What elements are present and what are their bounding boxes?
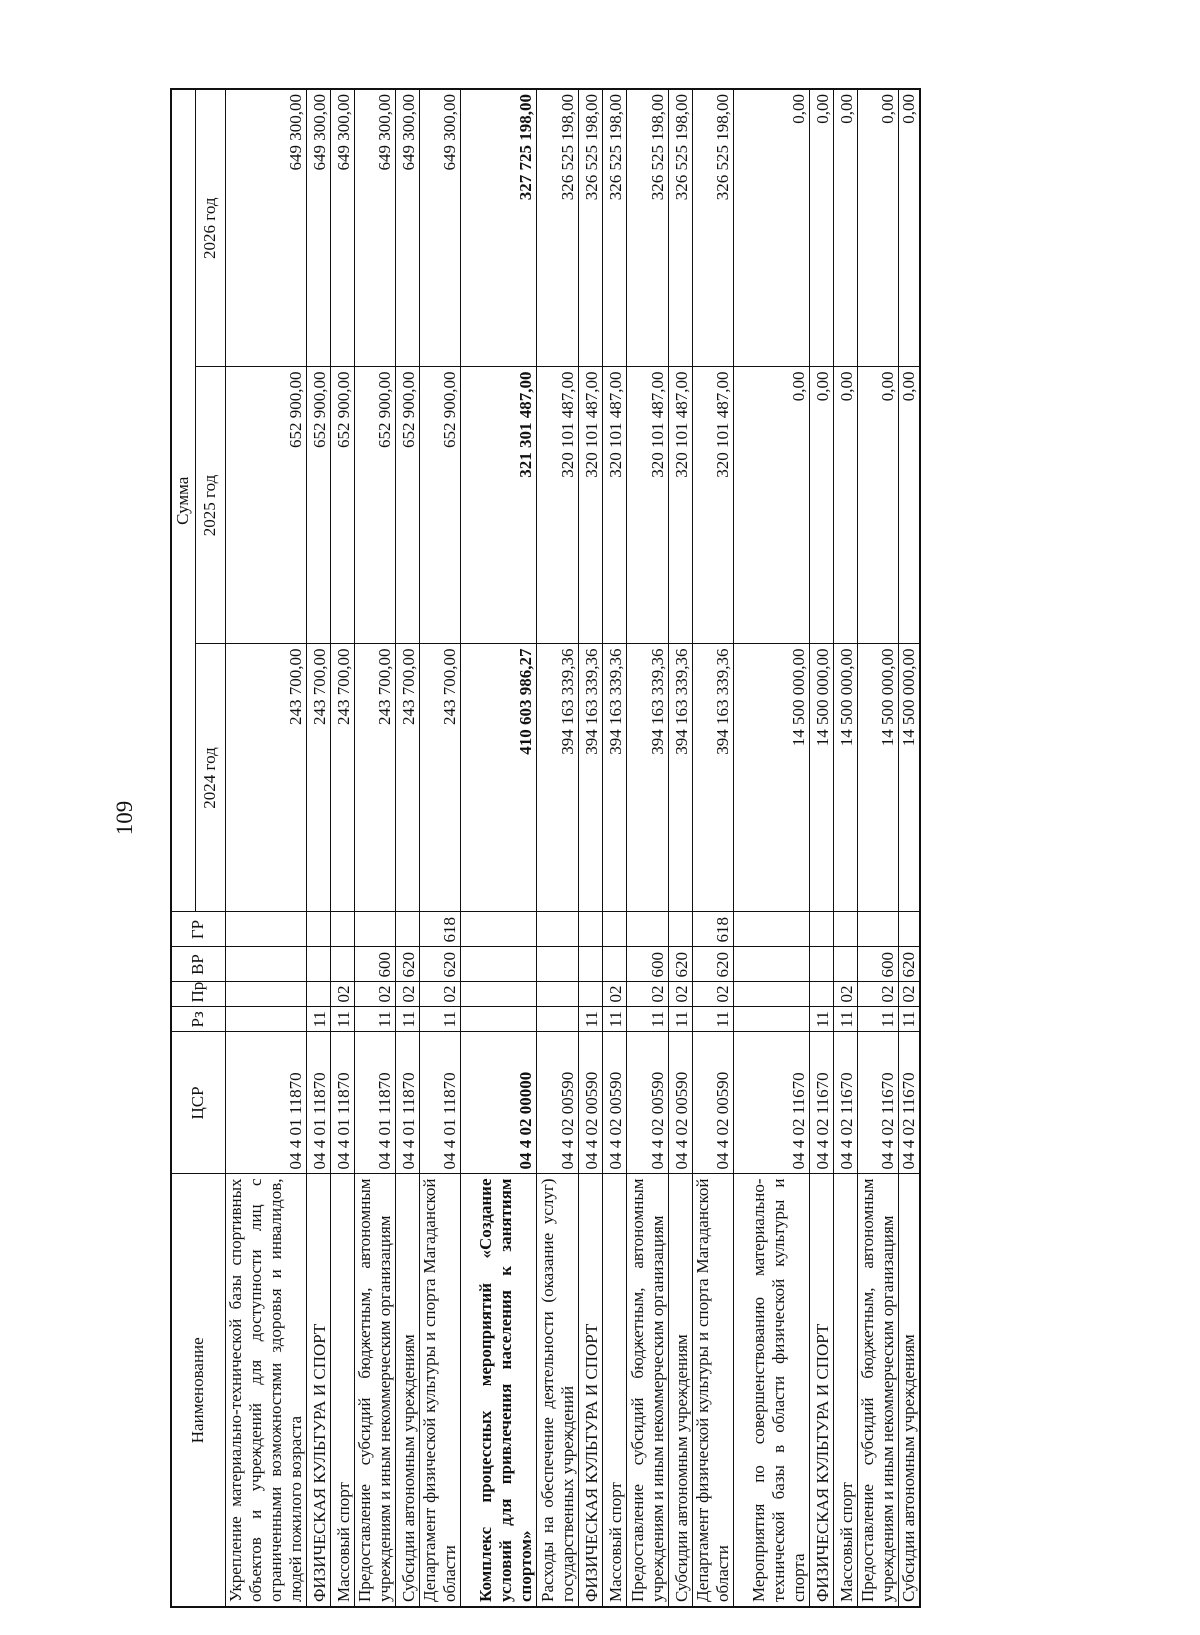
table-row (692, 89, 733, 1607)
amount-2026-cell: 0,00 (898, 89, 920, 367)
amount-2025-cell: 0,00 (733, 367, 809, 644)
header-gr: ГР (171, 912, 225, 947)
csr-cell: 04 4 02 00590 (692, 1032, 733, 1174)
amount-2026-cell: 326 525 198,00 (578, 89, 602, 367)
name-cell: Предоставление субсидий бюджетным, автономным учреждениям и иным некоммерческим организациям (857, 1174, 898, 1607)
table-row (578, 89, 602, 1607)
page-number: 109 (112, 800, 137, 836)
gr-cell (354, 912, 395, 947)
vr-cell: 620 (898, 947, 920, 982)
amount-2024-cell: 243 700,00 (419, 644, 460, 912)
amount-2025-cell: 0,00 (857, 367, 898, 644)
amount-2026-cell: 327 725 198,00 (460, 89, 536, 367)
csr-cell: 04 4 01 11870 (225, 1032, 306, 1174)
rz-cell: 11 (857, 1007, 898, 1032)
vr-cell: 620 (395, 947, 419, 982)
table-body (225, 89, 920, 1607)
name-cell: Субсидии автономным учреждениям (668, 1174, 692, 1607)
gr-cell: 618 (692, 912, 733, 947)
table-row (419, 89, 460, 1607)
name-cell: Предоставление субсидий бюджетным, автономным учреждениям и иным некоммерческим организациям (354, 1174, 395, 1607)
csr-cell: 04 4 01 11870 (419, 1032, 460, 1174)
amount-2025-cell: 320 101 487,00 (626, 367, 668, 644)
rz-cell: 11 (354, 1007, 395, 1032)
name-cell: Департамент физической культуры и спорта Магаданской области (419, 1174, 460, 1607)
amount-2026-cell: 326 525 198,00 (602, 89, 626, 367)
vr-cell (578, 947, 602, 982)
table-row (330, 89, 354, 1607)
amount-2025-cell: 0,00 (809, 367, 833, 644)
rz-cell: 11 (602, 1007, 626, 1032)
rz-cell (460, 1007, 536, 1032)
rz-cell: 11 (419, 1007, 460, 1032)
amount-2026-cell: 0,00 (733, 89, 809, 367)
csr-cell: 04 4 02 00590 (578, 1032, 602, 1174)
vr-cell (809, 947, 833, 982)
rz-cell: 11 (833, 1007, 857, 1032)
csr-cell: 04 4 02 00590 (626, 1032, 668, 1174)
amount-2026-cell: 649 300,00 (419, 89, 460, 367)
csr-cell: 04 4 02 11670 (833, 1032, 857, 1174)
amount-2024-cell: 243 700,00 (354, 644, 395, 912)
pr-cell (306, 982, 330, 1007)
gr-cell (809, 912, 833, 947)
amount-2025-cell: 321 301 487,00 (460, 367, 536, 644)
csr-cell: 04 4 02 00590 (602, 1032, 626, 1174)
amount-2024-cell: 410 603 986,27 (460, 644, 536, 912)
amount-2026-cell: 649 300,00 (225, 89, 306, 367)
amount-2024-cell: 14 500 000,00 (809, 644, 833, 912)
name-cell: ФИЗИЧЕСКАЯ КУЛЬТУРА И СПОРТ (578, 1174, 602, 1607)
gr-cell (330, 912, 354, 947)
header-name: Наименование (171, 1174, 225, 1607)
gr-cell (536, 912, 578, 947)
amount-2026-cell: 326 525 198,00 (626, 89, 668, 367)
amount-2024-cell: 14 500 000,00 (833, 644, 857, 912)
vr-cell (602, 947, 626, 982)
vr-cell (536, 947, 578, 982)
rz-cell: 11 (626, 1007, 668, 1032)
csr-cell: 04 4 02 11670 (857, 1032, 898, 1174)
gr-cell (578, 912, 602, 947)
vr-cell: 600 (857, 947, 898, 982)
name-cell: Департамент физической культуры и спорта Магаданской области (692, 1174, 733, 1607)
amount-2024-cell: 394 163 339,36 (536, 644, 578, 912)
table-row (833, 89, 857, 1607)
amount-2024-cell: 394 163 339,36 (578, 644, 602, 912)
rz-cell: 11 (809, 1007, 833, 1032)
csr-cell: 04 4 01 11870 (330, 1032, 354, 1174)
pr-cell: 02 (395, 982, 419, 1007)
name-cell: Массовый спорт (330, 1174, 354, 1607)
pr-cell (225, 982, 306, 1007)
name-cell: Комплекс процессных мероприятий «Создание условий для привлечения населения к занятиям спортом» (460, 1174, 536, 1607)
rotated-table-container (170, 90, 1076, 1608)
pr-cell: 02 (833, 982, 857, 1007)
header-row-top (171, 89, 195, 1607)
gr-cell (668, 912, 692, 947)
csr-cell: 04 4 02 11670 (809, 1032, 833, 1174)
pr-cell: 02 (354, 982, 395, 1007)
header-vr: ВР (171, 947, 225, 982)
csr-cell: 04 4 01 11870 (395, 1032, 419, 1174)
rz-cell: 11 (395, 1007, 419, 1032)
vr-cell (733, 947, 809, 982)
vr-cell (833, 947, 857, 982)
vr-cell: 600 (354, 947, 395, 982)
amount-2024-cell: 394 163 339,36 (668, 644, 692, 912)
name-cell: ФИЗИЧЕСКАЯ КУЛЬТУРА И СПОРТ (306, 1174, 330, 1607)
csr-cell: 04 4 01 11870 (354, 1032, 395, 1174)
vr-cell (460, 947, 536, 982)
pr-cell (578, 982, 602, 1007)
gr-cell (395, 912, 419, 947)
pr-cell: 02 (668, 982, 692, 1007)
pr-cell: 02 (857, 982, 898, 1007)
amount-2025-cell: 320 101 487,00 (692, 367, 733, 644)
rz-cell: 11 (692, 1007, 733, 1032)
header-pr: Пр (171, 982, 225, 1007)
table-row (602, 89, 626, 1607)
csr-cell: 04 4 02 11670 (733, 1032, 809, 1174)
table-row (733, 89, 809, 1607)
pr-cell: 02 (419, 982, 460, 1007)
amount-2026-cell: 326 525 198,00 (536, 89, 578, 367)
amount-2025-cell: 652 900,00 (306, 367, 330, 644)
csr-cell: 04 4 02 11670 (898, 1032, 920, 1174)
gr-cell (733, 912, 809, 947)
amount-2024-cell: 14 500 000,00 (733, 644, 809, 912)
vr-cell: 600 (626, 947, 668, 982)
rz-cell (225, 1007, 306, 1032)
rz-cell: 11 (330, 1007, 354, 1032)
amount-2025-cell: 0,00 (898, 367, 920, 644)
table-row (225, 89, 306, 1607)
amount-2026-cell: 0,00 (809, 89, 833, 367)
amount-2024-cell: 14 500 000,00 (857, 644, 898, 912)
rz-cell: 11 (668, 1007, 692, 1032)
gr-cell (898, 912, 920, 947)
name-cell: Массовый спорт (602, 1174, 626, 1607)
vr-cell (225, 947, 306, 982)
table-row (460, 89, 536, 1607)
header-rz: Рз (171, 1007, 225, 1032)
amount-2026-cell: 326 525 198,00 (668, 89, 692, 367)
csr-cell: 04 4 01 11870 (306, 1032, 330, 1174)
table-row (536, 89, 578, 1607)
csr-cell: 04 4 02 00000 (460, 1032, 536, 1174)
pr-cell: 02 (626, 982, 668, 1007)
pr-cell (733, 982, 809, 1007)
amount-2026-cell: 649 300,00 (395, 89, 419, 367)
amount-2024-cell: 243 700,00 (225, 644, 306, 912)
pr-cell: 02 (330, 982, 354, 1007)
header-2026: 2026 год (195, 89, 225, 367)
name-cell: Субсидии автономным учреждениям (395, 1174, 419, 1607)
amount-2025-cell: 652 900,00 (330, 367, 354, 644)
gr-cell (857, 912, 898, 947)
table-row (306, 89, 330, 1607)
rz-cell: 11 (898, 1007, 920, 1032)
rz-cell (536, 1007, 578, 1032)
amount-2025-cell: 0,00 (833, 367, 857, 644)
rz-cell: 11 (578, 1007, 602, 1032)
amount-2024-cell: 243 700,00 (330, 644, 354, 912)
vr-cell (306, 947, 330, 982)
amount-2025-cell: 652 900,00 (225, 367, 306, 644)
name-cell: Мероприятия по совершенствованию материально-технической базы в области физической культуры и спорта (733, 1174, 809, 1607)
rz-cell (733, 1007, 809, 1032)
table-row (668, 89, 692, 1607)
gr-cell (602, 912, 626, 947)
amount-2026-cell: 649 300,00 (330, 89, 354, 367)
amount-2025-cell: 320 101 487,00 (578, 367, 602, 644)
pr-cell (460, 982, 536, 1007)
amount-2024-cell: 394 163 339,36 (692, 644, 733, 912)
amount-2025-cell: 320 101 487,00 (668, 367, 692, 644)
name-cell: Массовый спорт (833, 1174, 857, 1607)
amount-2026-cell: 649 300,00 (354, 89, 395, 367)
header-2024: 2024 год (195, 644, 225, 912)
name-cell: Расходы на обеспечение деятельности (оказание услуг) государственных учреждений (536, 1174, 578, 1607)
gr-cell (833, 912, 857, 947)
name-cell: ФИЗИЧЕСКАЯ КУЛЬТУРА И СПОРТ (809, 1174, 833, 1607)
name-cell: Укрепление материально-технической базы спортивных объектов и учреждений для доступности лиц с ограниченными возможностями здоровья и инвалидов, людей пожилого возраста (225, 1174, 306, 1607)
csr-cell: 04 4 02 00590 (668, 1032, 692, 1174)
amount-2025-cell: 652 900,00 (354, 367, 395, 644)
table-row (354, 89, 395, 1607)
gr-cell: 618 (419, 912, 460, 947)
header-2025: 2025 год (195, 367, 225, 644)
amount-2024-cell: 394 163 339,36 (602, 644, 626, 912)
vr-cell: 620 (419, 947, 460, 982)
table-row (857, 89, 898, 1607)
name-cell: Субсидии автономным учреждениям (898, 1174, 920, 1607)
header-sum: Сумма (171, 89, 195, 912)
table-row (395, 89, 419, 1607)
amount-2026-cell: 649 300,00 (306, 89, 330, 367)
budget-table (170, 88, 921, 1608)
table-row (626, 89, 668, 1607)
csr-cell: 04 4 02 00590 (536, 1032, 578, 1174)
name-cell: Предоставление субсидий бюджетным, автономным учреждениям и иным некоммерческим организациям (626, 1174, 668, 1607)
pr-cell (536, 982, 578, 1007)
pr-cell (809, 982, 833, 1007)
vr-cell: 620 (668, 947, 692, 982)
pr-cell: 02 (602, 982, 626, 1007)
pr-cell: 02 (692, 982, 733, 1007)
amount-2025-cell: 652 900,00 (395, 367, 419, 644)
amount-2024-cell: 243 700,00 (395, 644, 419, 912)
table-row (809, 89, 833, 1607)
gr-cell (626, 912, 668, 947)
amount-2026-cell: 0,00 (833, 89, 857, 367)
vr-cell (330, 947, 354, 982)
amount-2026-cell: 326 525 198,00 (692, 89, 733, 367)
rz-cell: 11 (306, 1007, 330, 1032)
header-csr: ЦСР (171, 1032, 225, 1174)
gr-cell (225, 912, 306, 947)
amount-2024-cell: 243 700,00 (306, 644, 330, 912)
table-row (898, 89, 920, 1607)
pr-cell: 02 (898, 982, 920, 1007)
amount-2024-cell: 394 163 339,36 (626, 644, 668, 912)
amount-2025-cell: 320 101 487,00 (536, 367, 578, 644)
amount-2026-cell: 0,00 (857, 89, 898, 367)
gr-cell (460, 912, 536, 947)
gr-cell (306, 912, 330, 947)
amount-2024-cell: 14 500 000,00 (898, 644, 920, 912)
amount-2025-cell: 320 101 487,00 (602, 367, 626, 644)
vr-cell: 620 (692, 947, 733, 982)
amount-2025-cell: 652 900,00 (419, 367, 460, 644)
